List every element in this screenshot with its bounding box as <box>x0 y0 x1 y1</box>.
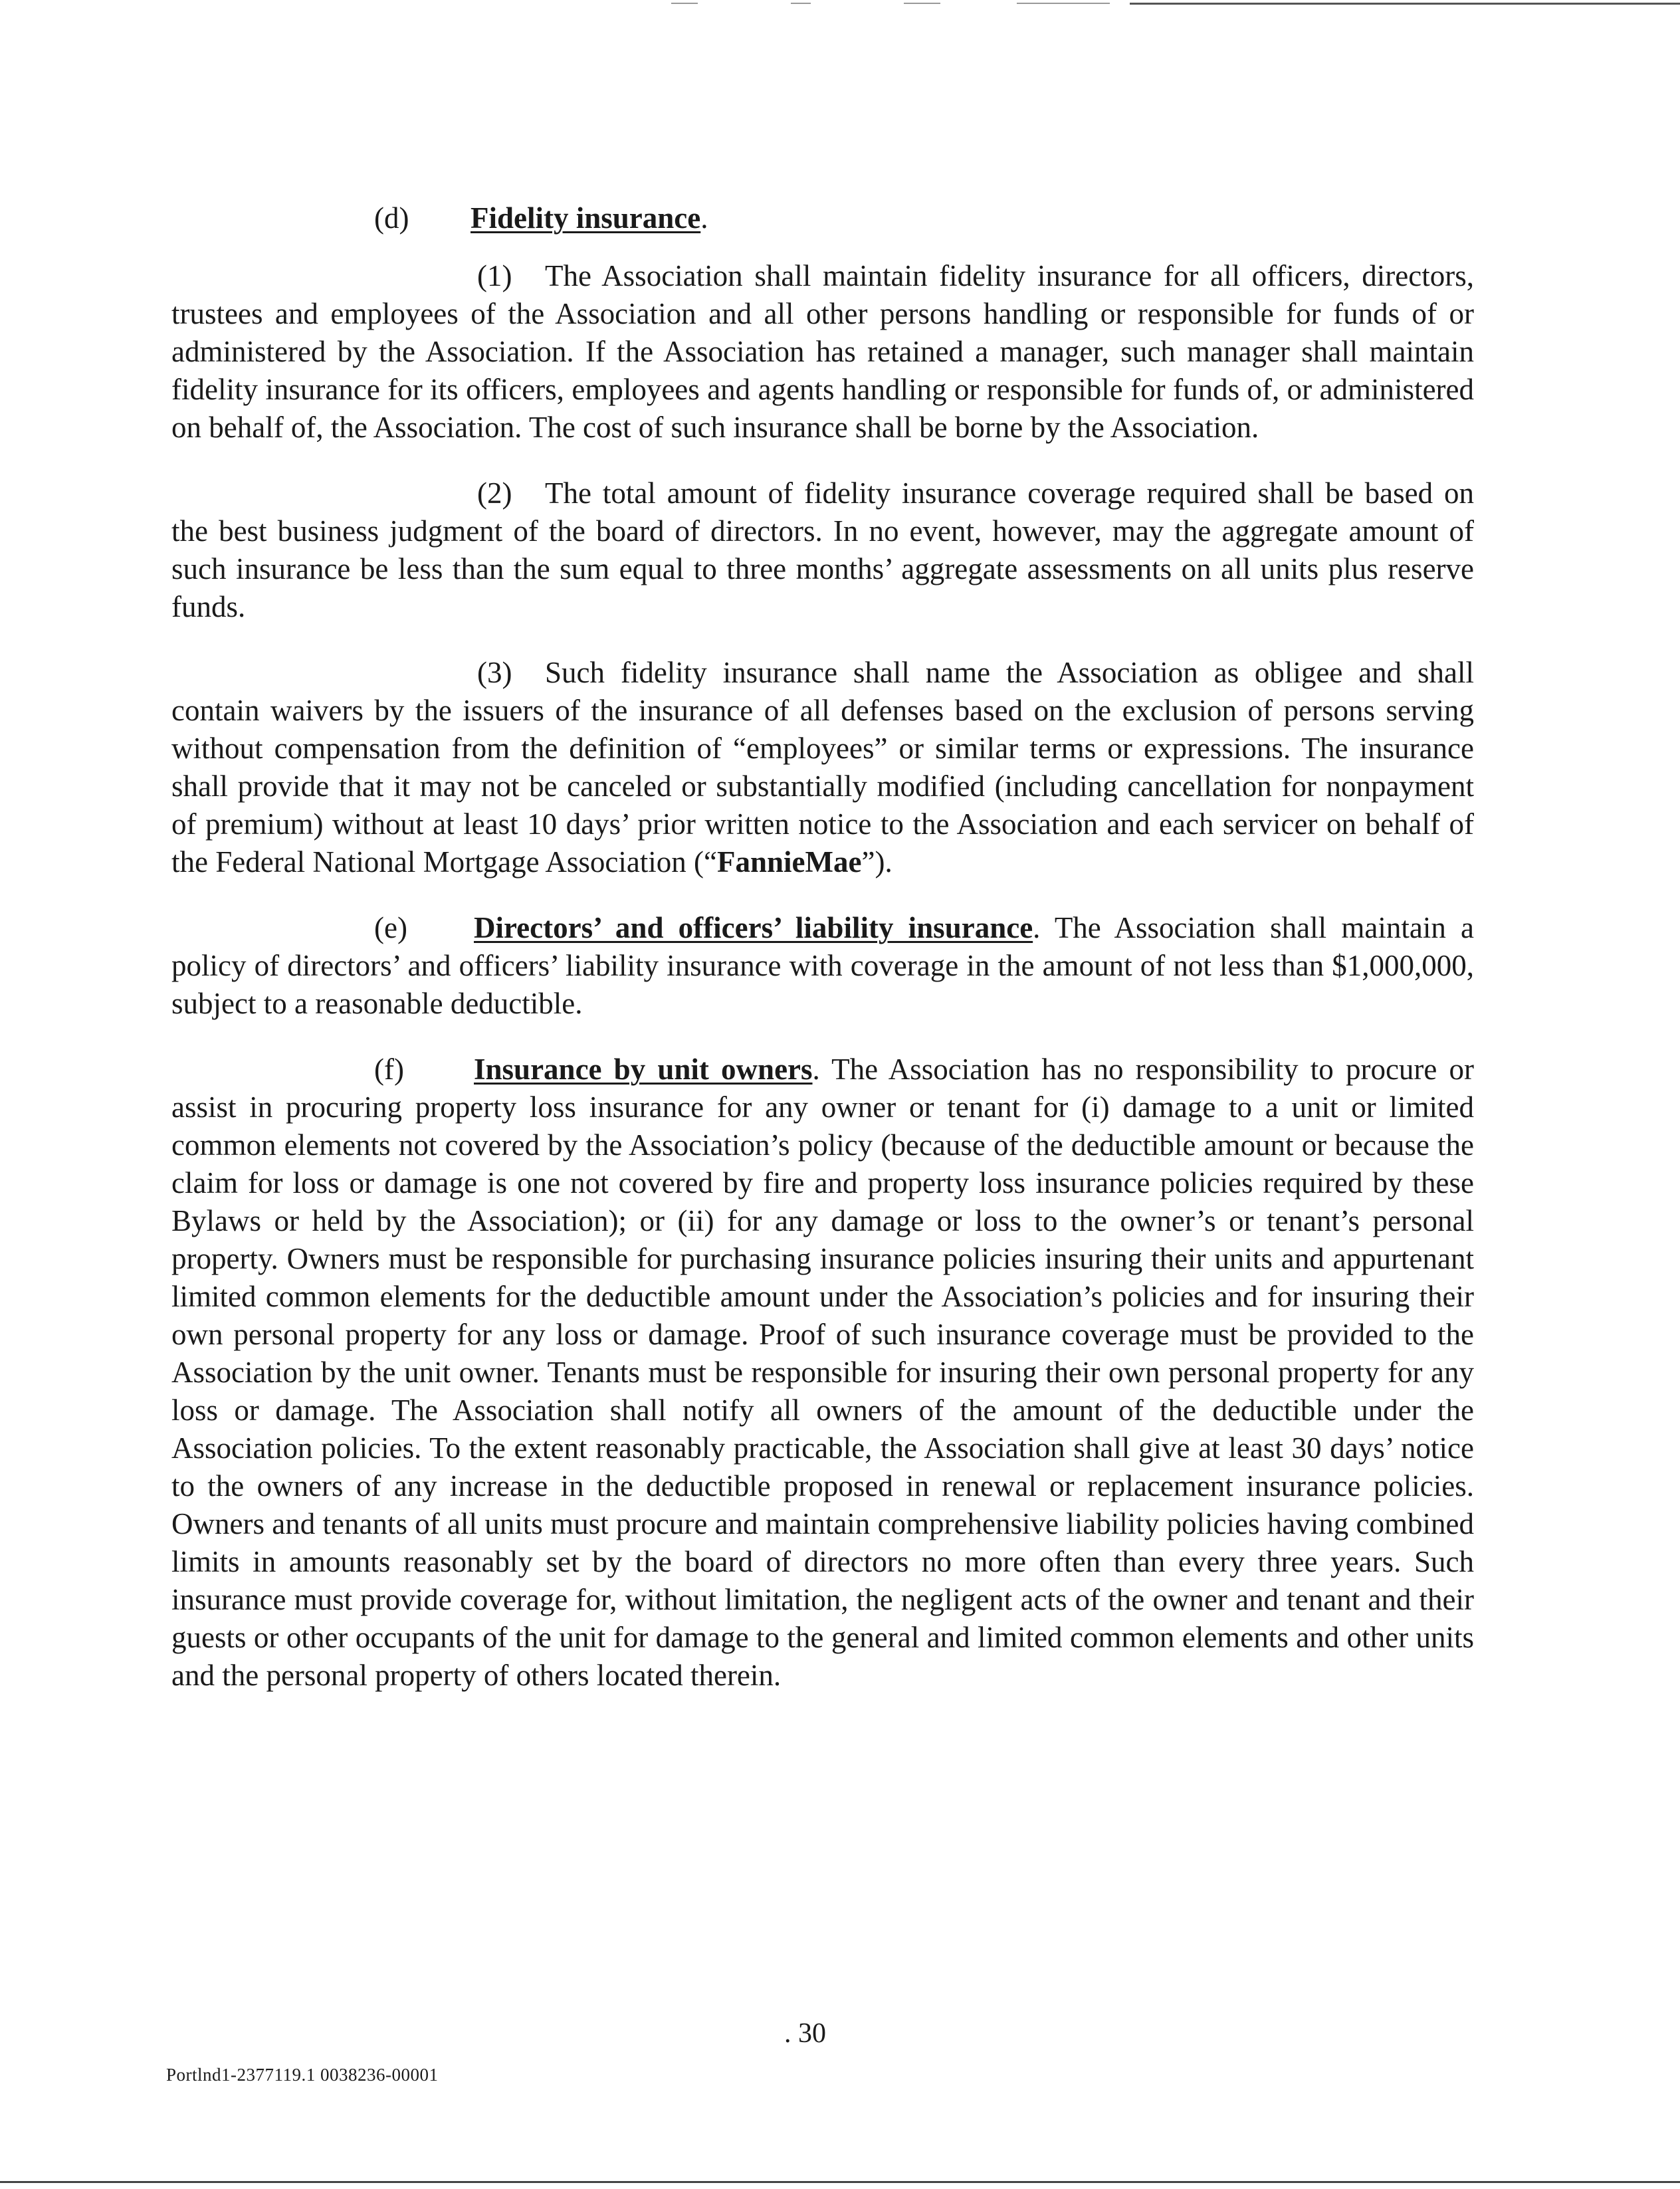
section-e-letter: (e) <box>374 911 407 944</box>
section-d-p3-end: ”). <box>861 845 892 879</box>
fanniemae-term: FannieMae <box>717 845 862 879</box>
section-d-paragraph-3 <box>171 654 1474 881</box>
section-d-title: Fidelity insurance <box>471 201 701 235</box>
section-e-text: The Association shall maintain a policy of directors’ and officers’ liability insurance with coverage in the amount of not less than $1,000,000, subject to a reasonable deductible. <box>171 911 1474 1020</box>
section-e-title: Directors’ and officers’ liability insurance <box>474 911 1033 944</box>
section-f-title-end: . <box>812 1053 820 1086</box>
scan-mark <box>671 3 698 4</box>
top-rule <box>1130 3 1680 5</box>
section-d-p2-number: (2) <box>477 476 512 510</box>
bottom-rule <box>0 2181 1680 2183</box>
document-id: Portlnd1-2377119.1 0038236-00001 <box>166 2065 439 2085</box>
section-d-heading <box>171 199 1474 237</box>
scan-mark <box>904 3 940 4</box>
section-d-paragraph-1 <box>171 257 1474 447</box>
section-d-p1-number: (1) <box>477 259 512 292</box>
section-d-letter: (d) <box>374 201 409 235</box>
section-e-paragraph <box>171 909 1474 1023</box>
section-f-letter: (f) <box>374 1053 404 1086</box>
scan-mark <box>791 3 811 4</box>
section-e-title-end: . <box>1033 911 1041 944</box>
scan-mark <box>1017 3 1110 4</box>
section-d-p2-text: The total amount of fidelity insurance coverage required shall be based on the best business judgment of the board of directors. In no event, however, may the aggregate amount of such insurance be less than the sum equal to three months’ aggregate assessments on all units plus reserve funds. <box>171 476 1474 623</box>
section-f-text: The Association has no responsibility to procure or assist in procuring property loss insurance for any owner or tenant for (i) damage to a unit or limited common elements not covered by the Association’s policy (because of the deductible amount or because the claim for loss or damage is one not covered by fire and property loss insurance policies required by these Bylaws or held by the Association); or (ii) for any damage or loss to the owner’s or tenant’s personal property. Owners must be responsible for purchasing insurance policies insuring their units and appurtenant limited common elements for the deductible amount under the Association’s policies and for insuring their own personal property for any loss or damage. Proof of such insurance coverage must be provided to the Association by the unit owner. Tenants must be responsible for insuring their own personal property for any loss or damage. The Association shall notify all owners of the amount of the deductible under the Association policies. To the extent reasonably practicable, the Association shall give at least 30 days’ notice to the owners of any increase in the deductible proposed in renewal or replacement insurance policies. Owners and tenants of all units must procure and maintain comprehensive liability policies having combined limits in amounts reasonably set by the board of directors no more often than every three years. Such insurance must provide coverage for, without limitation, the negligent acts of the owner and tenant and their guests or other occupants of the unit for damage to the general and limited common elements and other units and the personal property of others located therein. <box>171 1053 1475 1692</box>
section-f-title: Insurance by unit owners <box>474 1053 813 1086</box>
section-f-paragraph <box>171 1051 1474 1695</box>
section-d-title-end: . <box>700 201 708 235</box>
section-d-p1-text: The Association shall maintain fidelity insurance for all officers, directors, trustees and employees of the Association and all other persons handling or responsible for funds of or administered by the Association. If the Association has retained a manager, such manager shall maintain fidelity insurance for its officers, employees and agents handling or responsible for funds of, or administered on behalf of, the Association. The cost of such insurance shall be borne by the Association. <box>171 259 1474 444</box>
document-body <box>171 199 1474 1695</box>
section-d-p3-text: Such fidelity insurance shall name the Association as obligee and shall contain waivers by the issuers of the insurance of all defenses based on the exclusion of persons serving without compensation from the definition of “employees” or similar terms or expressions. The insurance shall provide that it may not be canceled or substantially modified (including cancellation for nonpayment of premium) without at least 10 days’ prior written notice to the Association and each servicer on behalf of the Federal National Mortgage Association (“ <box>171 656 1474 879</box>
section-d-paragraph-2 <box>171 474 1474 626</box>
section-d-p3-number: (3) <box>477 656 512 689</box>
page-number: . 30 <box>784 2018 826 2049</box>
